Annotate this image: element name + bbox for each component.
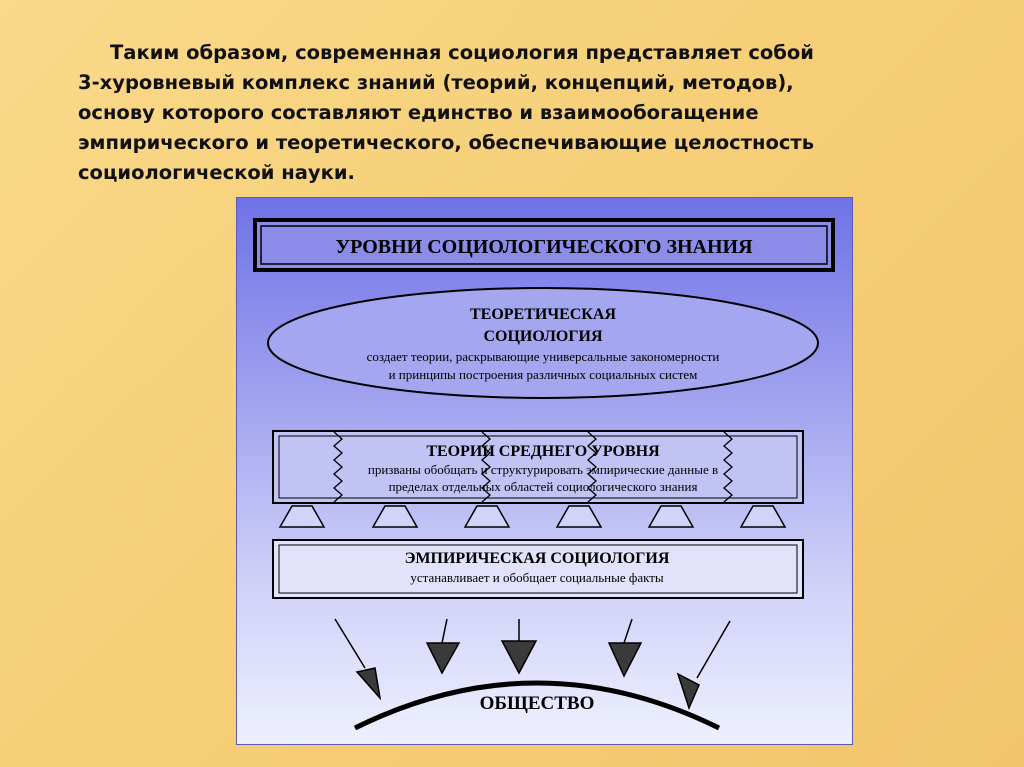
empirical-sociology: [273, 540, 803, 598]
society-label: ОБЩЕСТВО: [479, 693, 595, 714]
intro-line: основу которого составляют единство и взаимообогащение: [78, 101, 759, 124]
middle-desc-1: призваны обобщать и структурировать эмпирические данные в: [367, 462, 719, 477]
intro-text: [78, 38, 978, 188]
intro-line: Таким образом, современная социология представляет собой: [110, 41, 814, 64]
theoretical-sociology: [268, 288, 818, 398]
sociology-levels-diagram: [236, 197, 853, 745]
arrow-head: [357, 668, 380, 698]
arrow-head: [502, 641, 536, 673]
trapezoid-connectors: [280, 506, 785, 527]
arrow-head: [427, 643, 459, 673]
empirical-title: ЭМПИРИЧЕСКАЯ СОЦИОЛОГИЯ: [404, 550, 670, 567]
arrow-head: [678, 674, 699, 708]
intro-line: эмпирического и теоретического, обеспечивающие целостность: [78, 131, 815, 154]
middle-desc-2: пределах отдельных областей социологического знания: [388, 479, 698, 494]
empirical-desc: устанавливает и обобщает социальные факты: [410, 570, 664, 585]
theoretical-title-2: СОЦИОЛОГИЯ: [483, 328, 603, 345]
middle-title: ТЕОРИИ СРЕДНЕГО УРОВНЯ: [426, 443, 660, 460]
intro-line: 3-хуровневый комплекс знаний (теорий, концепций, методов),: [78, 71, 794, 94]
header-box: [255, 220, 833, 270]
intro-line: социологической науки.: [78, 161, 355, 184]
middle-level-theories: [273, 431, 803, 503]
diagram-canvas: [237, 198, 852, 744]
theoretical-title-1: ТЕОРЕТИЧЕСКАЯ: [469, 306, 617, 323]
theoretical-desc-2: и принципы построения различных социальных систем: [388, 367, 698, 382]
header-title: УРОВНИ СОЦИОЛОГИЧЕСКОГО ЗНАНИЯ: [335, 236, 753, 258]
arrow-head: [609, 643, 641, 676]
theoretical-desc-1: создает теории, раскрывающие универсальные закономерности: [366, 349, 720, 364]
